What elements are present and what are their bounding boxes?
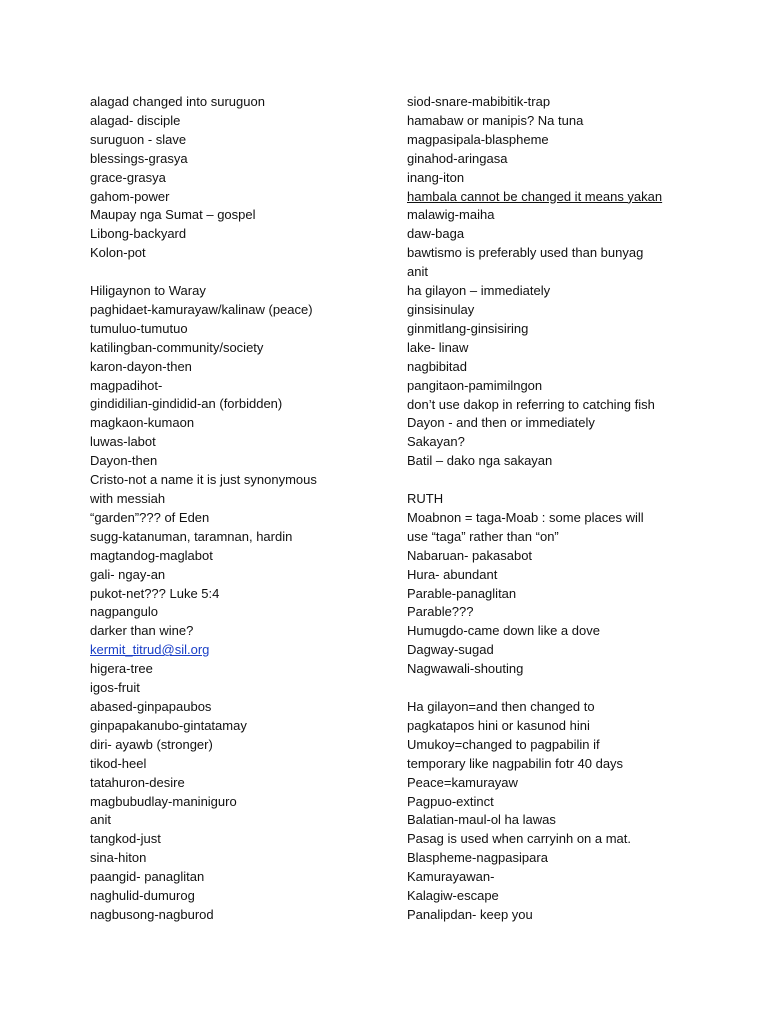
note-line: magpasipala-blaspheme xyxy=(407,131,549,147)
note-line: Dayon-then xyxy=(90,453,158,469)
note-line: Pagpuo-extinct xyxy=(407,793,494,809)
note-line: Nabaruan- pakasabot xyxy=(407,547,533,563)
note-line: magtandog-maglabot xyxy=(90,547,213,563)
note-line: nagpangulo xyxy=(90,604,158,620)
note-line: Cristo-not a name it is just synonymous xyxy=(90,472,317,488)
note-line: darker than wine? xyxy=(90,623,194,639)
note-line: Moabnon = taga-Moab : some places will xyxy=(407,509,644,525)
note-line: sugg-katanuman, taramnan, hardin xyxy=(90,528,293,544)
note-line: katilingban-community/society xyxy=(90,339,264,355)
note-line: Ha gilayon=and then changed to xyxy=(407,698,595,714)
note-line: magbubudlay-maniniguro xyxy=(90,793,237,809)
note-line: pagkatapos hini or kasunod hini xyxy=(407,717,590,733)
note-line: Balatian-maul-ol ha lawas xyxy=(407,812,556,828)
blank-line xyxy=(407,471,697,490)
note-line: Dayon - and then or immediately xyxy=(407,415,595,431)
note-line: Kamurayawan- xyxy=(407,869,495,885)
note-line: Sakayan? xyxy=(407,434,465,450)
note-line: hamabaw or manipis? Na tuna xyxy=(407,112,584,128)
note-line: diri- ayawb (stronger) xyxy=(90,736,213,752)
note-line: Dagway-sugad xyxy=(407,642,494,658)
note-line: use “taga” rather than “on” xyxy=(407,528,559,544)
left-notes-column xyxy=(90,93,340,925)
note-line: ginsisinulay xyxy=(407,301,475,317)
email-link[interactable]: kermit_titrud@sil.org xyxy=(90,642,210,658)
note-line: tikod-heel xyxy=(90,755,147,771)
note-line: daw-baga xyxy=(407,226,465,242)
note-line: Kolon-pot xyxy=(90,245,146,261)
note-line: Maupay nga Sumat – gospel xyxy=(90,207,256,223)
section-heading: RUTH xyxy=(407,491,444,507)
note-line: Pasag is used when carryinh on a mat. xyxy=(407,831,632,847)
note-line: with messiah xyxy=(90,491,166,507)
note-line: sina-hiton xyxy=(90,850,147,866)
note-line: Humugdo-came down like a dove xyxy=(407,623,600,639)
note-line: Batil – dako nga sakayan xyxy=(407,453,553,469)
note-line: Nagwawali-shouting xyxy=(407,661,524,677)
note-line: alagad- disciple xyxy=(90,112,181,128)
blank-line xyxy=(90,263,340,282)
note-line: ginahod-aringasa xyxy=(407,150,508,166)
note-line: ginpapakanubo-gintatamay xyxy=(90,717,247,733)
note-line: Parable??? xyxy=(407,604,474,620)
note-line: luwas-labot xyxy=(90,434,156,450)
note-line: magkaon-kumaon xyxy=(90,415,195,431)
section-heading: Hiligaynon to Waray xyxy=(90,283,206,299)
note-line: temporary like nagpabilin fotr 40 days xyxy=(407,755,624,771)
note-line: higera-tree xyxy=(90,661,153,677)
note-line: paangid- panaglitan xyxy=(90,869,205,885)
right-notes-column xyxy=(407,93,697,925)
note-line: alagad changed into suruguon xyxy=(90,94,265,109)
note-line: ha gilayon – immediately xyxy=(407,283,551,299)
note-line: anit xyxy=(407,264,428,280)
note-line: ginmitlang-ginsisiring xyxy=(407,320,529,336)
blank-line xyxy=(407,679,697,698)
note-line: “garden”??? of Eden xyxy=(90,509,210,525)
note-line: abased-ginpapaubos xyxy=(90,698,212,714)
note-line: Hura- abundant xyxy=(407,566,498,582)
note-line: gali- ngay-an xyxy=(90,566,166,582)
note-line: Panalipdan- keep you xyxy=(407,906,533,922)
note-line: Parable-panaglitan xyxy=(407,585,517,601)
note-line: magpadihot- xyxy=(90,377,163,393)
note-line: nagbusong-nagburod xyxy=(90,906,214,922)
note-line: suruguon - slave xyxy=(90,131,187,147)
note-line: gahom-power xyxy=(90,188,170,204)
note-line: blessings-grasya xyxy=(90,150,188,166)
note-line: paghidaet-kamurayaw/kalinaw (peace) xyxy=(90,301,313,317)
note-line: Blaspheme-nagpasipara xyxy=(407,850,548,866)
note-line: tangkod-just xyxy=(90,831,161,847)
note-line: don’t use dakop in referring to catching fish xyxy=(407,396,655,412)
note-line: igos-fruit xyxy=(90,680,140,696)
underlined-note-line: hambala cannot be changed it means yakan xyxy=(407,188,663,204)
note-line: Umukoy=changed to pagpabilin if xyxy=(407,736,600,752)
note-line: Libong-backyard xyxy=(90,226,187,242)
note-line: siod-snare-mabibitik-trap xyxy=(407,94,551,109)
note-line: inang-iton xyxy=(407,169,465,185)
note-line: grace-grasya xyxy=(90,169,166,185)
note-line: lake- linaw xyxy=(407,339,469,355)
note-line: anit xyxy=(90,812,111,828)
note-line: tatahuron-desire xyxy=(90,774,185,790)
note-line: pukot-net??? Luke 5:4 xyxy=(90,585,220,601)
note-line: tumuluo-tumutuo xyxy=(90,320,188,336)
note-line: bawtismo is preferably used than bunyag xyxy=(407,245,644,261)
note-line: malawig-maiha xyxy=(407,207,495,223)
note-line: Peace=kamurayaw xyxy=(407,774,518,790)
note-line: gindidilian-gindidid-an (forbidden) xyxy=(90,396,283,412)
note-line: naghulid-dumurog xyxy=(90,888,195,904)
note-line: pangitaon-pamimilngon xyxy=(407,377,543,393)
note-line: karon-dayon-then xyxy=(90,358,192,374)
note-line: nagbibitad xyxy=(407,358,467,374)
note-line: Kalagiw-escape xyxy=(407,888,499,904)
